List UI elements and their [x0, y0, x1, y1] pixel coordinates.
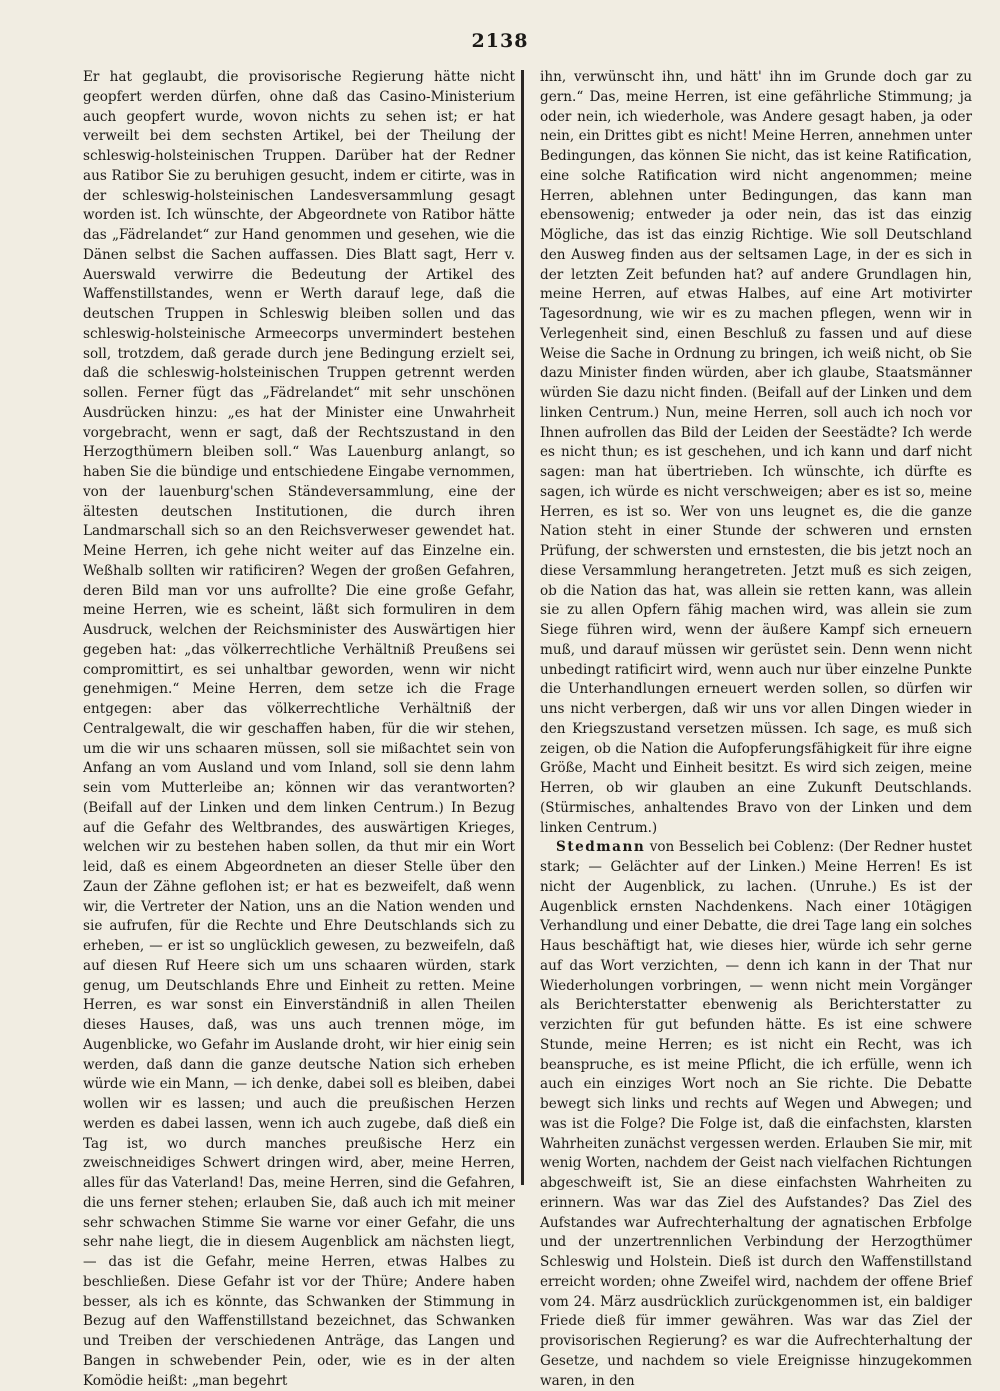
right-column [540, 68, 972, 1391]
right-column-continuation: ihn, verwünscht ihn, und hätt' ihn im Grunde doch gar zu gern.“ Das, meine Herren, ist eine gefährliche Stimmung; ja oder nein, ich wiederhole, was Andere gesagt haben, ja oder nein, ein Drittes gibt es nicht! Meine Herren, annehmen unter Bedingungen, das können Sie nicht, das ist keine Ratification, eine solche Ratification wird nicht angenommen; meine Herren, ablehnen unter Bedingungen, das kann man ebensowenig; entweder ja oder nein, das ist das einzig Mögliche, das ist das einzig Richtige. Wie soll Deutschland den Ausweg finden aus der seltsamen Lage, in der es sich in der letzten Zeit befunden hat? auf andere Grundlagen hin, meine Herren, auf etwas Halbes, auf eine Art motivirter Tagesordnung, wie wir es zu machen pflegen, wenn wir in Verlegenheit sind, einen Beschluß zu fassen und auf diese Weise die Sache in Ordnung zu bringen, ich weiß nicht, ob Sie dazu Minister finden würden, aber ich glaube, Staatsmänner würden Sie dazu nicht finden. (Beifall auf der Linken und dem linken Centrum.) Nun, meine Herren, soll auch ich noch vor Ihnen aufrollen das Bild der Leiden der Seestädte? Ich werde es nicht thun; es ist geschehen, und ich kann und darf nicht sagen: man hat übertrieben. Ich wünschte, ich dürfte es sagen, ich würde es nicht verschweigen; aber es ist so, meine Herren, es ist so. Wer von uns leugnet es, die die ganze Nation steht in einer Stunde der schweren und ernsten Prüfung, der schwersten und ernstesten, die bis jetzt noch an diese Versammlung herangetreten. Jetzt muß es sich zeigen, ob die Nation das hat, was allein sie retten kann, was allein sie zu allen Opfern fähig machen wird, was allein sie zum Siege führen wird, wenn der äußere Kampf sich erneuern muß, und darauf müssen wir gerüstet sein. Denn wenn nicht unbedingt ratificirt wird, wenn auch nur über einzelne Punkte die Unterhandlungen erneuert werden sollen, so dürfen wir uns nicht verbergen, daß wir uns vor allen Dingen wieder in den Kriegszustand versetzen müssen. Ich sage, es muß sich zeigen, ob die Nation die Aufopferungsfähigkeit für ihre eigne Größe, Macht und Einheit besitzt. Es wird sich zeigen, meine Herren, ob wir glauben an eine Zukunft Deutschlands. (Stürmisches, anhaltendes Bravo von der Linken und dem linken Centrum.) [540, 69, 972, 836]
speaker-name: Stedmann [556, 839, 646, 856]
speech-paragraph [540, 838, 972, 1391]
left-column [83, 68, 515, 1391]
speech-text: von Besselich bei Coblenz: (Der Redner hustet stark; — Gelächter auf der Linken.) Meine Herren! Es ist nicht der Augenblick, zu lachen. (Unruhe.) Es ist der Augenblick ernsten Nachdenkens. Nach einer 10tägigen Verhandlung und einer Debatte, die drei Tage lang ein solches Haus beschäftigt hat, wie dieses hier, würde ich sehr gerne auf das Wort verzichten, — denn ich kann in der That nur Wiederholungen vorbringen, — wenn nicht mein Vorgänger als Berichterstatter ebenwenig als Berichterstatter zu verzichten für gut befunden hätte. Es ist eine schwere Stunde, meine Herren; es ist nicht ein Recht, was ich beanspruche, es ist meine Pflicht, die ich erfülle, wenn ich auch ein einziges Wort noch an Sie richte. Die Debatte bewegt sich links und rechts auf Wegen und Abwegen; und was ist die Folge? Die Folge ist, daß die einfachsten, klarsten Wahrheiten zunächst vergessen werden. Erlauben Sie mir, mit wenig Worten, nachdem der Geist nach vielfachen Richtungen abgeschweift ist, Sie an diese einfachsten Wahrheiten zu erinnern. Was war das Ziel des Aufstandes? Das Ziel des Aufstandes war Aufrechterhaltung der agnatischen Erbfolge und der unzertrennlichen Verbindung der Herzogthümer Schleswig und Holstein. Dieß ist durch den Waffenstillstand erreicht worden; ohne Zweifel wird, nachdem der offene Brief vom 24. März ausdrücklich zurückgenommen ist, ein baldiger Friede dieß für immer gewähren. Was war das Ziel der provisorischen Regierung? es war die Aufrechterhaltung der Gesetze, und nachdem so viele Ereignisse hinzugekommen waren, in den [540, 839, 972, 1389]
left-column-text: Er hat geglaubt, die provisorische Regierung hätte nicht geopfert werden dürfen, ohne daß das Casino-Ministerium auch geopfert wurde, wovon nichts zu sehen ist; er hat verweilt bei dem sechsten Artikel, bei der Theilung der schleswig-holsteinischen Truppen. Darüber hat der Redner aus Ratibor Sie zu beruhigen gesucht, indem er citirte, was in der schleswig-holsteinischen Landesversammlung gesagt worden ist. Ich wünschte, der Abgeordnete von Ratibor hätte das „Fädrelandet“ zur Hand genommen und gesehen, wie die Dänen selbst die Sachen auffassen. Dies Blatt sagt, Herr v. Auerswald verwirre die Bedeutung der Artikel des Waffenstillstandes, wenn er Werth darauf lege, daß die deutschen Truppen in Schleswig bleiben sollen und das schleswig-holsteinische Armeecorps unvermindert bestehen soll, trotzdem, daß gerade durch jene Bedingung erzielt sei, daß die schleswig-holsteinischen Truppen getrennt werden sollen. Ferner fügt das „Fädrelandet“ mit sehr unschönen Ausdrücken hinzu: „es hat der Minister eine Unwahrheit vorgebracht, wenn er sagt, daß der Rechtszustand in den Herzogthümern bleiben soll.“ Was Lauenburg anlangt, so haben Sie die bündige und entschiedene Eingabe vernommen, von der lauenburg'schen Ständeversammlung, eine der ältesten deutschen Institutionen, die durch ihren Landmarschall sich so an den Reichsverweser gewendet hat. Meine Herren, ich gehe nicht weiter auf das Einzelne ein. Weßhalb sollten wir ratificiren? Wegen der großen Gefahren, deren Bild man vor uns aufrollte? Die eine große Gefahr, meine Herren, wie es scheint, läßt sich formuliren in dem Ausdruck, welchen der Reichsminister des Auswärtigen hier gegeben hat: „das völkerrechtliche Verhältniß Preußens sei compromittirt, es sei unhaltbar geworden, wenn wir nicht genehmigen.“ Meine Herren, dem setze ich die Frage entgegen: aber das völkerrechtliche Verhältniß der Centralgewalt, die wir geschaffen haben, für die wir stehen, um die wir uns schaaren müssen, soll sie mißachtet sein von Anfang an vom Ausland und vom Inland, soll sie denn lahm sein vom Mutterleibe an; können wir das verantworten? (Beifall auf der Linken und dem linken Centrum.) In Bezug auf die Gefahr des Weltbrandes, des auswärtigen Krieges, welchen wir zu bestehen haben sollen, da thut mir ein Wort leid, daß es einem Abgeordneten an dieser Stelle über den Zaun der Zähne geflohen ist; er hat es bezweifelt, daß wenn wir, die Vertreter der Nation, uns an die Nation wenden und sie aufrufen, für die Rechte und Ehre Deutschlands sich zu erheben, — er ist so unglücklich gewesen, zu bezweifeln, daß auf diesen Ruf Heere sich um uns schaaren würden, stark genug, um Deutschlands Ehre und Einheit zu retten. Meine Herren, es war sonst ein Einverständniß in allen Theilen dieses Hauses, daß, was uns auch trennen möge, im Augenblicke, wo Gefahr im Auslande droht, wir hier einig sein werden, daß dann die ganze deutsche Nation sich erheben würde wie ein Mann, — ich denke, dabei soll es bleiben, dabei wollen wir es lassen; und auch die preußischen Herzen werden es dabei lassen, wenn ich auch zugebe, daß dieß ein Tag ist, wo durch manches preußische Herz ein zweischneidiges Schwert dringen wird, aber, meine Herren, alles für das Vaterland! Das, meine Herren, sind die Gefahren, die uns ferner stehen; erlauben Sie, daß auch ich mit meiner sehr schwachen Stimme Sie warne vor einer Gefahr, die uns sehr nahe liegt, die in diesem Augenblick am nächsten liegt, — das ist die Gefahr, meine Herren, etwas Halbes zu beschließen. Diese Gefahr ist vor der Thüre; Andere haben besser, als ich es könnte, das Schwanken der Stimmung in Bezug auf den Waffenstillstand bezeichnet, das Schwanken und Treiben der verschiedenen Anträge, das Langen und Bangen in schwebender Pein, oder, wie es in der alten Komödie heißt: „man begehrt [83, 69, 515, 1389]
page-number: 2138 [471, 30, 529, 52]
column-divider [521, 70, 524, 1185]
